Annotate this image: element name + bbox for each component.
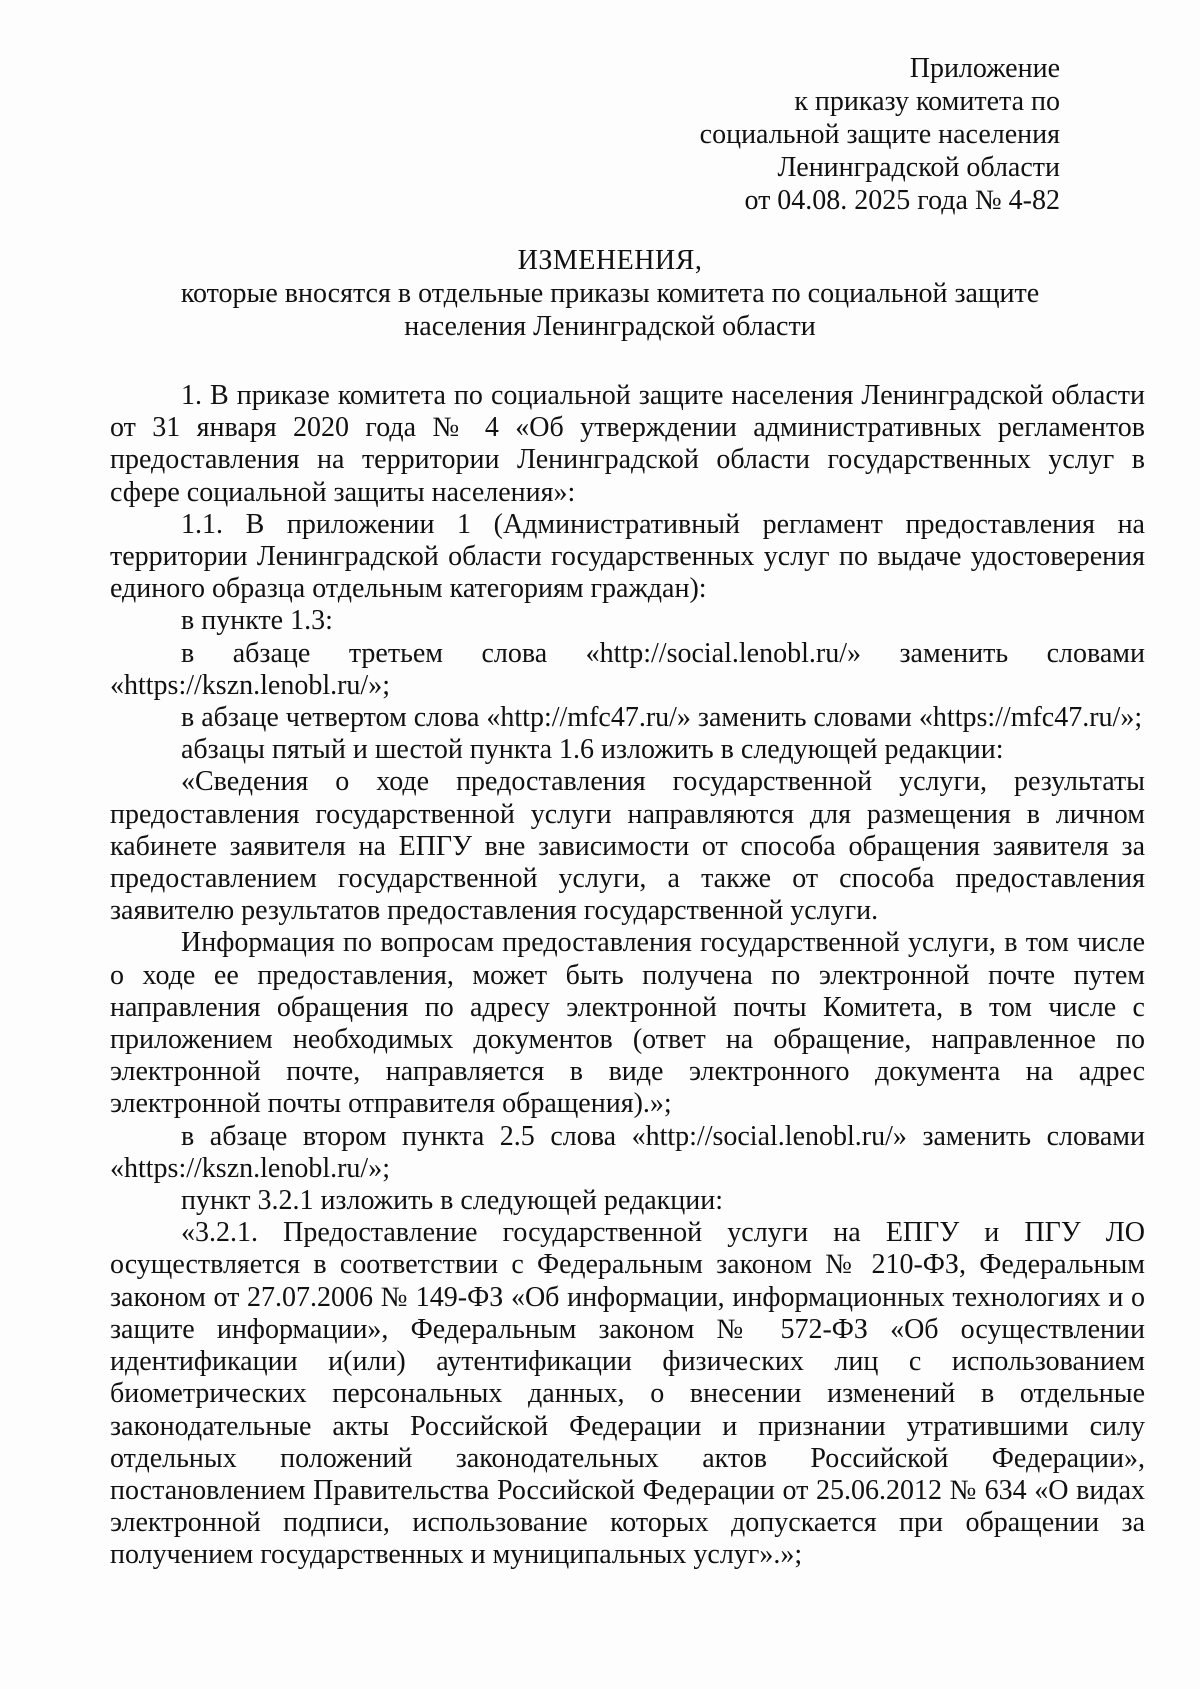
appendix-header-line: социальной защите населения (699, 119, 1060, 150)
appendix-header-line: от 04.08. 2025 года № 4-82 (744, 185, 1060, 216)
appendix-header-line: Приложение (909, 53, 1060, 84)
document-body (110, 380, 1145, 1572)
paragraph: «3.2.1. Предоставление государственной услуги на ЕПГУ и ПГУ ЛО осуществляется в соответствии с Федеральным законом № 210-ФЗ, Федеральным законом от 27.07.2006 № 149-ФЗ «Об информации, информационных технологиях и о защите информации», Федеральным законом № 572-ФЗ «Об осуществлении идентификации и(или) аутентификации физических лиц с использованием биометрических персональных данных, о внесении изменений в отдельные законодательные акты Российской Федерации и признании утратившими силу отдельных положений законодательных актов Российской Федерации», постановлением Правительства Российской Федерации от 25.06.2012 № 634 «О видах электронной подписи, использование которых допускается при обращении за получением государственных и муниципальных услуг».»; (110, 1217, 1145, 1571)
appendix-header-line: Ленинградской области (777, 152, 1060, 183)
paragraph: «Сведения о ходе предоставления государственной услуги, результаты предоставления государственной услуги направляются для размещения в личном кабинете заявителя на ЕПГУ вне зависимости от способа обращения заявителя за предоставлением государственной услуги, а также от способа предоставления заявителю результатов предоставления государственной услуги. (110, 766, 1145, 927)
paragraph: в абзаце третьем слова «http://social.lenobl.ru/» заменить словами «https://kszn.lenobl.ru/»; (110, 637, 1145, 701)
paragraph: 1.1. В приложении 1 (Административный регламент предоставления на территории Ленинградской области государственных услуг по выдаче удостоверения единого образца отдельным категориям граждан): (110, 508, 1145, 605)
paragraph: в абзаце втором пункта 2.5 слова «http://social.lenobl.ru/» заменить словами «https://kszn.lenobl.ru/»; (110, 1120, 1145, 1184)
document-title-block (110, 244, 1110, 343)
paragraph: 1. В приказе комитета по социальной защите населения Ленинградской области от 31 января 2020 года № 4 «Об утверждении административных регламентов предоставления на территории Ленинградской области государственных услуг в сфере социальной защиты населения»: (110, 380, 1145, 508)
document-subtitle-line: населения Ленинградской области (404, 311, 816, 342)
paragraph: абзацы пятый и шестой пункта 1.6 изложить в следующей редакции: (181, 734, 1004, 766)
appendix-header (700, 52, 1060, 217)
paragraph: Информация по вопросам предоставления государственной услуги, в том числе о ходе ее предоставления, может быть получена по электронной почте путем направления обращения по адресу электронной почты Комитета, в том числе с приложением необходимых документов (ответ на обращение, направленное по электронной почте, направляется в виде электронного документа на адрес электронной почты отправителя обращения).»; (110, 927, 1145, 1120)
paragraph: в абзаце четвертом слова «http://mfc47.ru/» заменить словами «https://mfc47.ru/»; (181, 702, 1143, 734)
paragraph: пункт 3.2.1 изложить в следующей редакции: (181, 1185, 723, 1217)
paragraph: в пункте 1.3: (181, 605, 333, 637)
document-subtitle-line: которые вносятся в отдельные приказы комитета по социальной защите (180, 278, 1040, 309)
document-title: ИЗМЕНЕНИЯ, (517, 245, 703, 276)
appendix-header-line: к приказу комитета по (794, 86, 1060, 117)
